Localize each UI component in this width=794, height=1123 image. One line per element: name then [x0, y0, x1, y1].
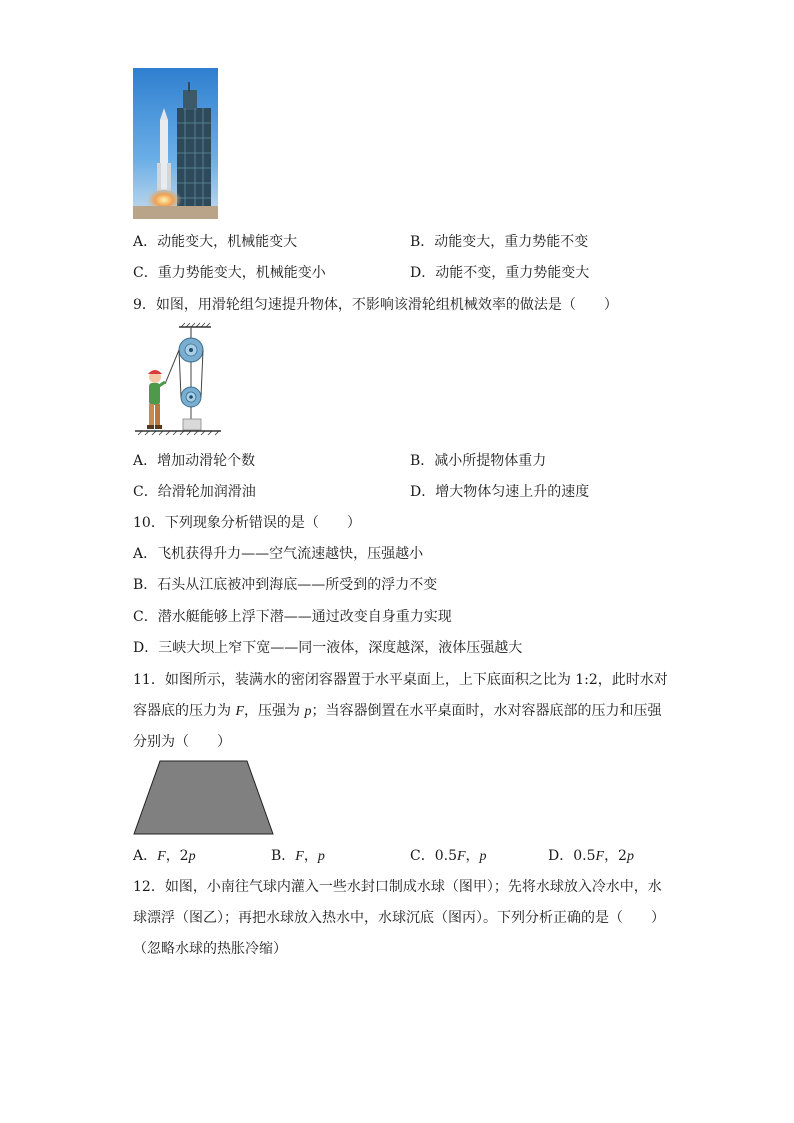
q8-option-b: B．动能变大，重力势能不变 — [410, 234, 589, 250]
rocket-launch-photo — [133, 68, 218, 219]
q9-option-d: D．增大物体匀速上升的速度 — [410, 484, 590, 500]
q11-stem-line1: 11．如图所示，装满水的密闭容器置于水平桌面上，上下底面积之比为 1:2，此时水对 — [133, 672, 668, 688]
q11-option-b: B．F，p — [271, 848, 325, 864]
q10-option-d: D．三峡大坝上窄下宽——同一液体，深度越深，液体压强越大 — [133, 640, 523, 656]
q11-option-d: D．0.5F，2p — [548, 848, 634, 864]
q11-option-c: C．0.5F，p — [410, 848, 487, 864]
q12-stem-line1: 12．如图，小南往气球内灌入一些水封口制成水球（图甲）；先将水球放入冷水中，水 — [133, 879, 662, 895]
q9-stem: 9．如图，用滑轮组匀速提升物体，不影响该滑轮组机械效率的做法是（ ） — [133, 297, 618, 313]
q11-option-a: A．F，2p — [133, 848, 196, 864]
q11-stem-line2: 容器底的压力为 F，压强为 p；当容器倒置在水平桌面时，水对容器底部的压力和压强 — [133, 703, 662, 719]
trapezoid-container-figure — [133, 760, 275, 836]
q10-option-b: B．石头从江底被冲到海底——所受到的浮力不变 — [133, 577, 438, 593]
q10-stem: 10．下列现象分析错误的是（ ） — [133, 515, 361, 531]
q12-stem-line2: 球漂浮（图乙）；再把水球放入热水中，水球沉底（图丙）。下列分析正确的是（ ） — [133, 910, 665, 926]
q9-option-c: C．给滑轮加润滑油 — [133, 484, 256, 500]
q12-stem-line3: （忽略水球的热胀冷缩） — [133, 941, 287, 957]
q8-option-a: A．动能变大，机械能变大 — [133, 234, 298, 250]
q10-option-c: C．潜水艇能够上浮下潜——通过改变自身重力实现 — [133, 609, 452, 625]
q11-stem-line3: 分别为（ ） — [133, 734, 231, 750]
pulley-system-figure — [133, 322, 223, 440]
q8-option-c: C．重力势能变大，机械能变小 — [133, 265, 326, 281]
q8-option-d: D．动能不变，重力势能变大 — [410, 265, 590, 281]
q9-option-b: B．减小所提物体重力 — [410, 453, 547, 469]
q9-option-a: A．增加动滑轮个数 — [133, 453, 256, 469]
q10-option-a: A．飞机获得升力——空气流速越快，压强越小 — [133, 546, 424, 562]
